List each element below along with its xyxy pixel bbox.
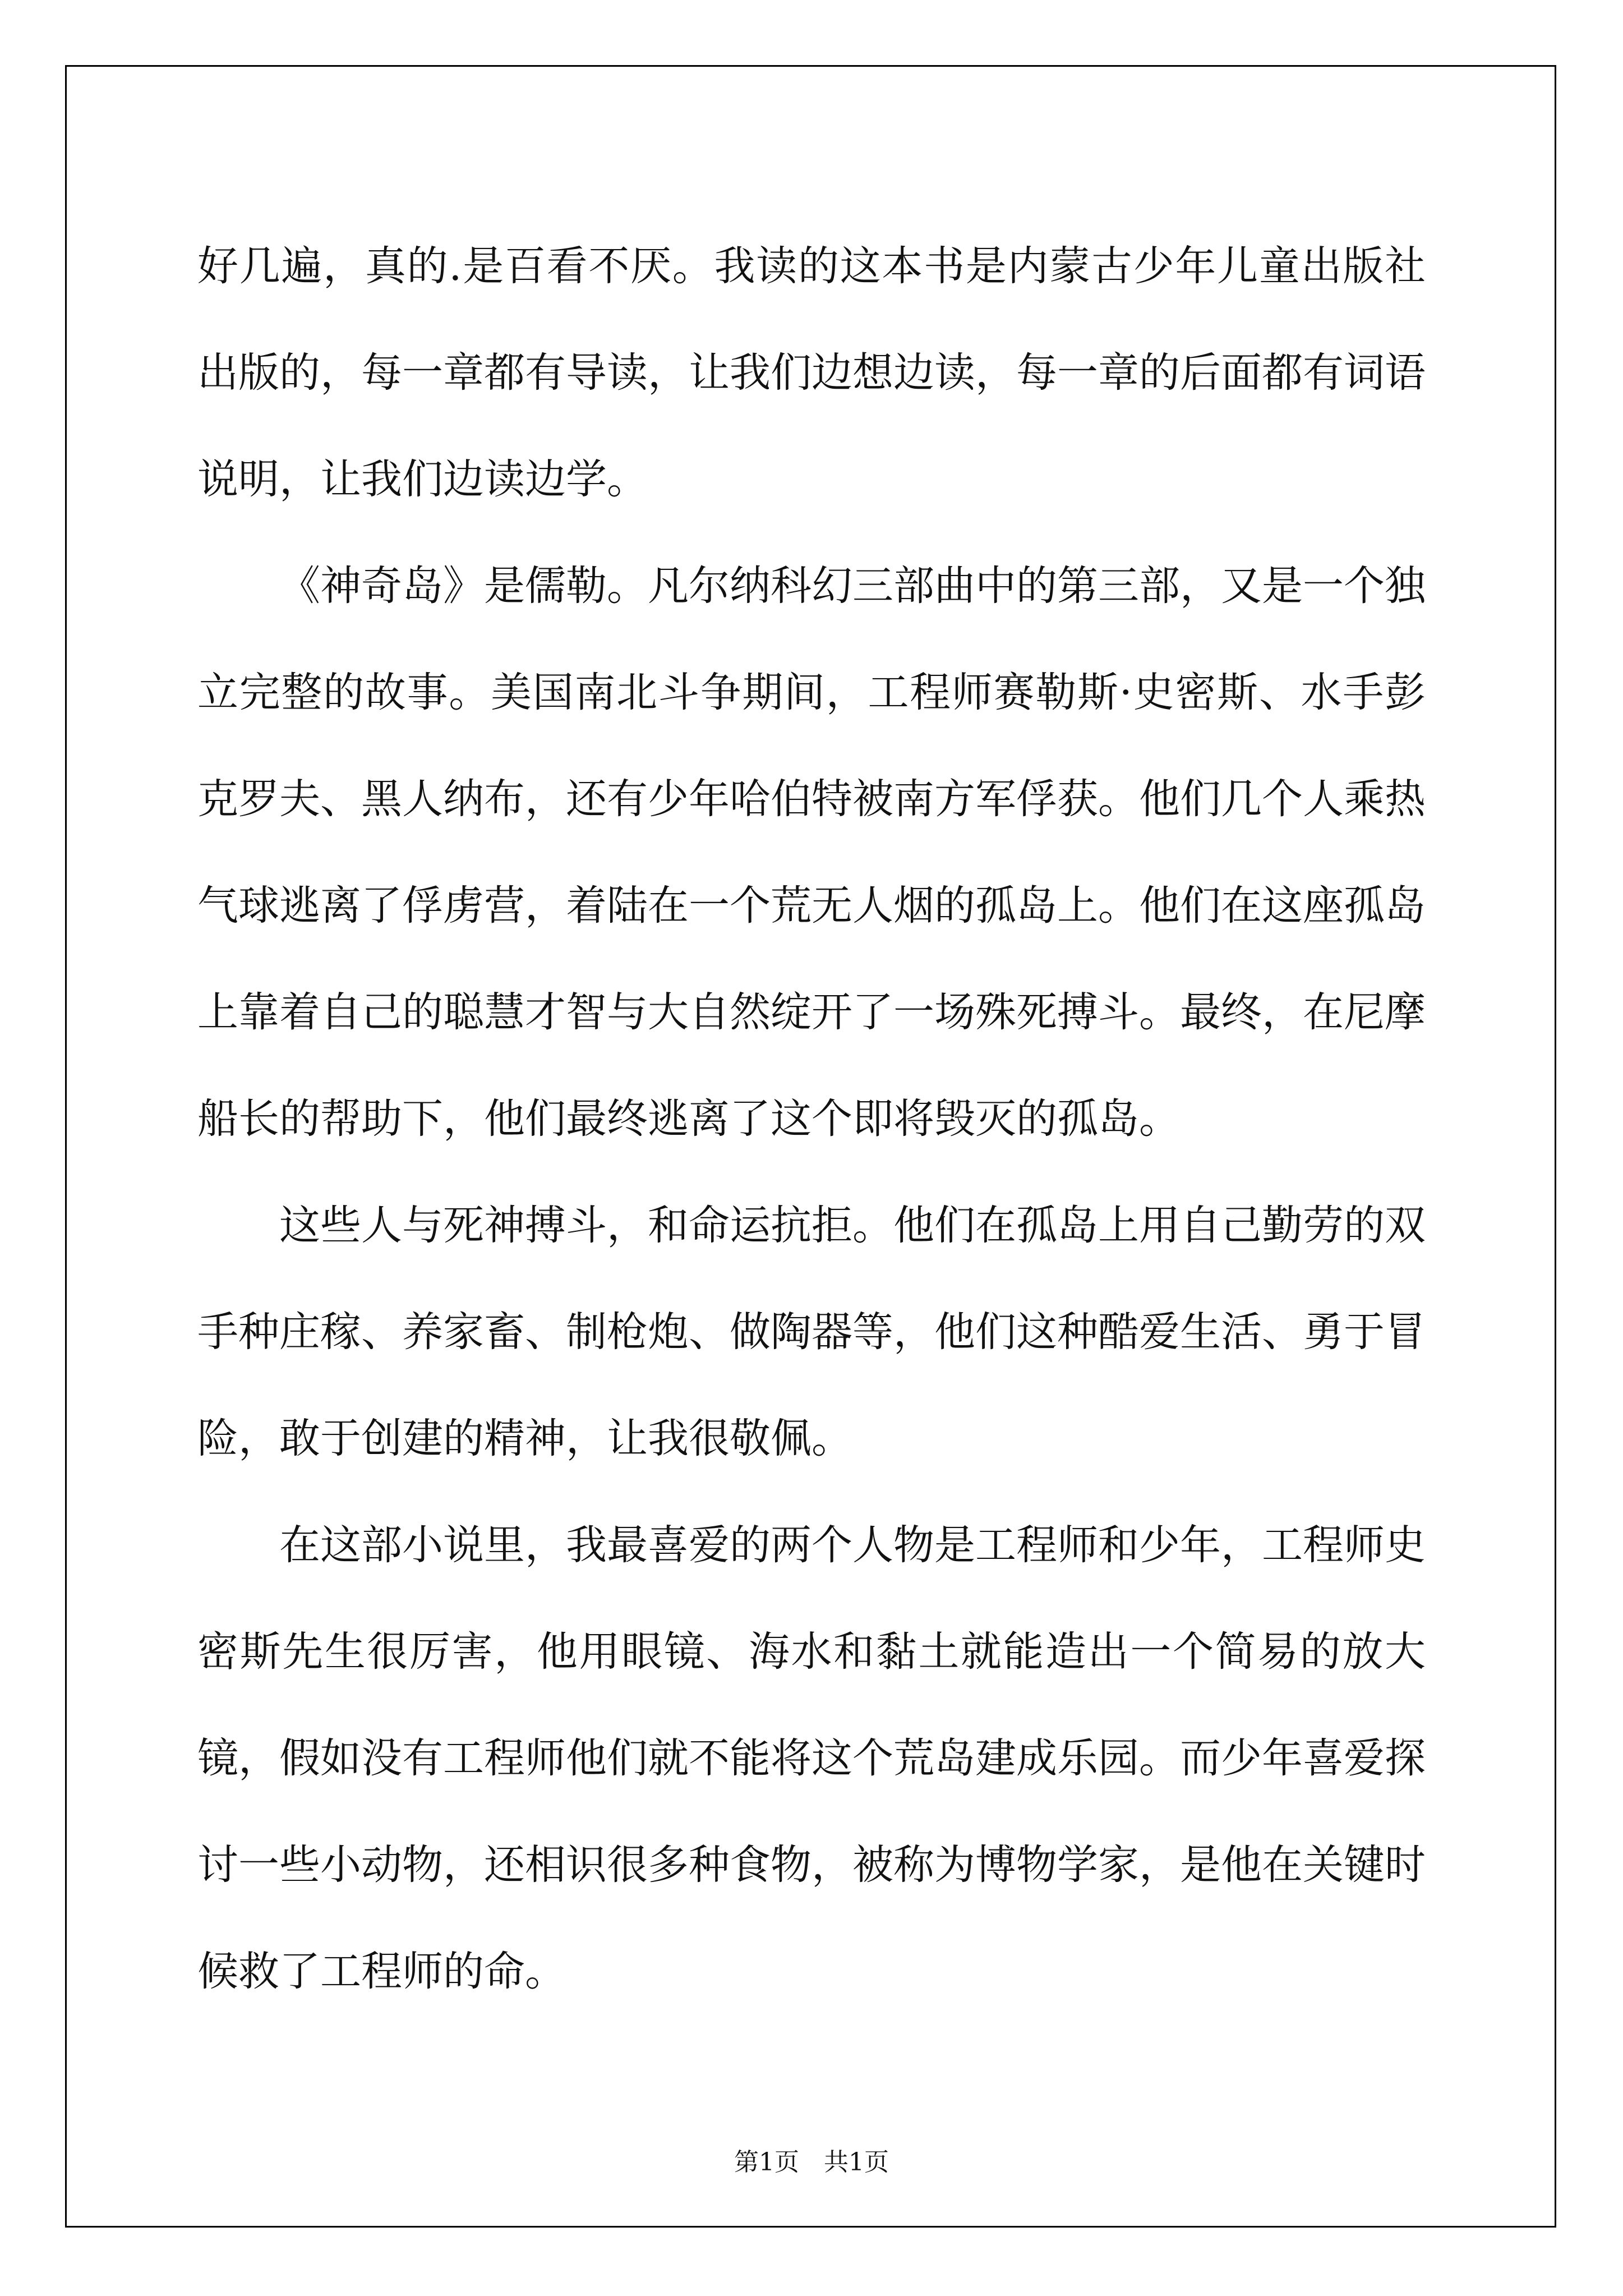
paragraph-3: 这些人与死神搏斗，和命运抗拒。他们在孤岛上用自己勤劳的双手种庄稼、养家畜、制枪炮、做陶器等，他们这种酷爱生活、勇于冒险，敢于创建的精神，让我很敬佩。 [197,1202,1426,1462]
page-footer: 第1页 共1页 [734,2148,889,2177]
paragraph-1: 好几遍，真的.是百看不厌。我读的这本书是内蒙古少年儿童出版社出版的，每一章都有导读，让我们边想边读，每一章的后面都有词语说明，让我们边读边学。 [197,242,1426,503]
paragraph-2: 《神奇岛》是儒勒。凡尔纳科幻三部曲中的第三部，又是一个独立完整的故事。美国南北斗争期间，工程师赛勒斯·史密斯、水手彭克罗夫、黑人纳布，还有少年哈伯特被南方军俘获。他们几个人乘热气球逃离了俘虏营，着陆在一个荒无人烟的孤岛上。他们在这座孤岛上靠着自己的聪慧才智与大自然绽开了一场殊死搏斗。最终，在尼摩船长的帮助下，他们最终逃离了这个即将毁灭的孤岛。 [197,562,1426,1143]
document-body [197,213,1426,2025]
paragraph-4: 在这部小说里，我最喜爱的两个人物是工程师和少年，工程师史密斯先生很厉害，他用眼镜、海水和黏土就能造出一个简易的放大镜，假如没有工程师他们就不能将这个荒岛建成乐园。而少年喜爱探讨一些小动物，还相识很多种食物，被称为博物学家，是他在关键时候救了工程师的命。 [197,1521,1426,1995]
